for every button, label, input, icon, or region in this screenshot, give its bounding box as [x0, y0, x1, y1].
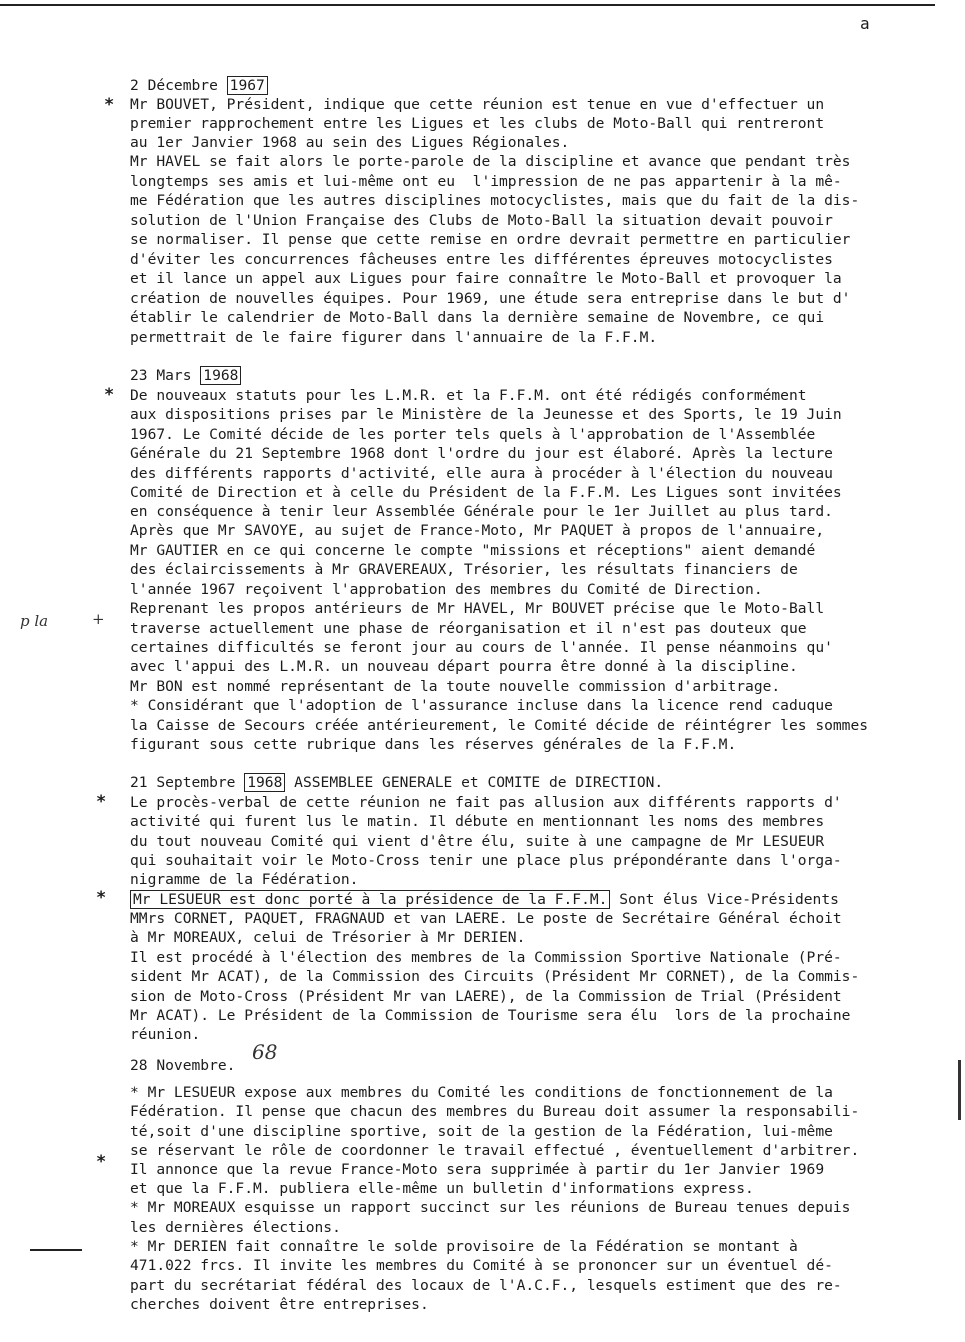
page-letter: a: [860, 14, 870, 33]
boxed-text: 1968: [244, 773, 285, 792]
text-line-content: des éclaircissements à Mr GRAVEREAUX, Trésorier, les résultats financiers de: [130, 561, 798, 578]
text-line: [130, 967, 859, 986]
text-line-content: et que la F.F.M. publiera elle-même un bulletin d'informations express.: [130, 1180, 754, 1197]
text-line: [130, 483, 842, 502]
text-line: [130, 1198, 850, 1217]
text-line: [130, 1025, 200, 1044]
text-line-content: réunion.: [130, 1026, 201, 1043]
text-line: [130, 677, 780, 696]
text-line-content: longtemps ses amis et lui-même ont eu l'impression de ne pas appartenir à la mê-: [130, 173, 842, 190]
text-line-content: création de nouvelles équipes. Pour 1969, une étude sera entreprise dans le but d': [130, 290, 851, 307]
boxed-text: 1968: [200, 366, 241, 385]
text-line: [130, 405, 842, 424]
text-line: [130, 269, 842, 288]
text-line: [130, 657, 798, 676]
text-line-content: * Mr DERIEN fait connaître le solde provisoire de la Fédération se montant à: [130, 1238, 798, 1255]
asterisk-mark: *: [96, 1152, 107, 1172]
top-rule: [0, 4, 935, 6]
text-line-content: cherches doivent être entreprises.: [130, 1296, 429, 1313]
text-line: [130, 444, 833, 463]
text-line: [130, 1083, 833, 1102]
text-line-tail: ASSEMBLEE GENERALE et COMITE de DIRECTION.: [285, 774, 664, 791]
text-line: [130, 987, 842, 1006]
text-line-content: Mr ACAT). Le Président de la Commission de Tourisme sera élu lors de la prochaine: [130, 1007, 851, 1024]
text-line-content: * Mr MOREAUX esquisse un rapport succinct sur les réunions de Bureau tenues depuis: [130, 1199, 851, 1216]
text-line: [130, 1276, 842, 1295]
text-line-content: du tout nouveau Comité qui vient d'être élu, suite à une campagne de Mr LESUEUR: [130, 833, 825, 850]
text-line-content: me Fédération que les autres disciplines motocyclistes, mais que du fait de la dis-: [130, 192, 860, 209]
text-line-content: * Mr LESUEUR expose aux membres du Comité les conditions de fonctionnement de la: [130, 1084, 833, 1101]
text-line: [130, 851, 842, 870]
text-line-content: des différents rapports d'activité, elle aura à procéder à l'élection du nouveau: [130, 465, 833, 482]
text-line: [130, 425, 815, 444]
text-line-content: Le procès-verbal de cette réunion ne fait pas allusion aux différents rapports d': [130, 794, 842, 811]
text-line: [130, 230, 850, 249]
text-line-content: Après que Mr SAVOYE, au sujet de France-Moto, Mr PAQUET à propos de l'annuaire,: [130, 522, 825, 539]
text-line: [130, 114, 824, 133]
text-line-content: en conséquence à tenir leur Assemblée Générale pour le 1er Juillet au plus tard.: [130, 503, 833, 520]
text-line-content: traverse actuellement une phase de réorganisation et il n'est pas douteux que: [130, 620, 807, 637]
text-line: [130, 1237, 798, 1256]
text-line: [130, 76, 268, 95]
text-line: [130, 1160, 824, 1179]
text-line: [130, 928, 525, 947]
text-line-content: 28 Novembre.: [130, 1057, 236, 1074]
text-line: [130, 1256, 833, 1275]
text-line-content: nigramme de la Fédération.: [130, 871, 359, 888]
text-line: [130, 502, 833, 521]
text-line-content: certaines difficultés se feront jour au cours de l'année. Il pense néanmoins qu': [130, 639, 833, 656]
text-line-content: se normaliser. Il pense que cette remise en ordre devrait permettre en particulier: [130, 231, 851, 248]
text-line-content: MMrs CORNET, PAQUET, FRAGNAUD et van LAERE. Le poste de Secrétaire Général échoit: [130, 910, 842, 927]
text-line-content: Mr HAVEL se fait alors le porte-parole de la discipline et avance que pendant très: [130, 153, 851, 170]
text-line-content: établir le calendrier de Moto-Ball dans la dernière semaine de Novembre, ce qui: [130, 309, 825, 326]
text-line: [130, 580, 763, 599]
text-line-tail: Sont élus Vice-Présidents: [610, 891, 839, 908]
text-line-content: Il annonce que la revue France-Moto sera supprimée à partir du 1er Janvier 1969: [130, 1161, 825, 1178]
text-line: [130, 191, 859, 210]
text-line: [130, 328, 657, 347]
text-line: [130, 599, 824, 618]
text-line-content: part du secrétariat fédéral des locaux de l'A.C.F., lesquels estiment que des re-: [130, 1277, 842, 1294]
text-line-content: se réservant le rôle de coordonner le travail effectué , éventuellement d'arbitrer.: [130, 1142, 860, 1159]
text-line-content: d'éviter les concurrences fâcheuses entre les différentes épreuves motocyclistes: [130, 251, 833, 268]
text-line: [130, 716, 868, 735]
text-line-content: 2 Décembre: [130, 77, 227, 94]
margin-annotation-cross: +: [92, 610, 105, 628]
text-line-content: premier rapprochement entre les Ligues et les clubs de Moto-Ball qui rentreront: [130, 115, 825, 132]
text-line-content: Fédération. Il pense que chacun des membres du Bureau doit assumer la responsabili-: [130, 1103, 860, 1120]
text-line-content: Mr GAUTIER en ce qui concerne le compte "missions et réceptions" aient demandé: [130, 542, 816, 559]
text-line: [130, 521, 824, 540]
text-line-content: De nouveaux statuts pour les L.M.R. et la F.F.M. ont été rédigés conformément: [130, 387, 807, 404]
text-line: [130, 793, 842, 812]
text-line-content: figurant sous cette rubrique dans les réserves générales de la F.F.M.: [130, 736, 737, 753]
asterisk-mark: *: [96, 792, 107, 812]
text-line-content: avec l'appui des L.M.R. un nouveau départ pourra être donné à la discipline.: [130, 658, 798, 675]
text-line-content: les dernières élections.: [130, 1219, 341, 1236]
text-line-content: l'année 1967 reçoivent l'approbation des membres du Comité de Direction.: [130, 581, 763, 598]
text-line-content: Reprenant les propos antérieurs de Mr HAVEL, Mr BOUVET précise que le Moto-Ball: [130, 600, 825, 617]
text-line: [130, 308, 824, 327]
text-line: [130, 1179, 754, 1198]
margin-dash: [30, 1249, 82, 1251]
boxed-text: 1967: [227, 76, 268, 95]
text-line: [130, 1006, 850, 1025]
text-line: [130, 832, 824, 851]
text-line-content: 1967. Le Comité décide de les porter tels quels à l'approbation de l'Assemblée: [130, 426, 816, 443]
text-line-content: Mr BOUVET, Président, indique que cette réunion est tenue en vue d'effectuer un: [130, 96, 825, 113]
text-line: [130, 541, 815, 560]
text-line: [130, 560, 798, 579]
text-line: [130, 95, 824, 114]
text-line: [130, 1122, 833, 1141]
text-line: [130, 909, 842, 928]
text-line: [130, 948, 842, 967]
text-line: [130, 696, 833, 715]
text-line: [130, 464, 833, 483]
asterisk-mark: *: [104, 95, 115, 115]
text-line: [130, 133, 569, 152]
text-line-content: Mr BON est nommé représentant de la toute nouvelle commission d'arbitrage.: [130, 678, 781, 695]
text-line: [130, 152, 850, 171]
asterisk-mark: *: [96, 888, 107, 908]
text-line: [130, 172, 842, 191]
text-line-content: Générale du 21 Septembre 1968 dont l'ordre du jour est élaboré. Après la lecture: [130, 445, 833, 462]
text-line-content: solution de l'Union Française des Clubs de Moto-Ball la situation devait pouvoir: [130, 212, 833, 229]
text-line-content: qui souhaitait voir le Moto-Cross tenir une place plus prépondérante dans l'orga-: [130, 852, 842, 869]
text-line: [130, 619, 807, 638]
asterisk-mark: *: [104, 385, 115, 405]
handwritten-year: 68: [252, 1040, 278, 1064]
text-line: [130, 1056, 235, 1075]
text-line-content: sident Mr ACAT), de la Commission des Circuits (Président Mr CORNET), de la Commis-: [130, 968, 860, 985]
text-line-content: té,soit d'une discipline sportive, soit de la gestion de la Fédération, lui-même: [130, 1123, 833, 1140]
text-line-content: * Considérant que l'adoption de l'assurance incluse dans la licence rend caduque: [130, 697, 833, 714]
text-line: [130, 773, 663, 792]
text-line: [130, 890, 839, 909]
text-line: [130, 870, 358, 889]
text-line-content: 21 Septembre: [130, 774, 245, 791]
text-line-content: au 1er Janvier 1968 au sein des Ligues Régionales.: [130, 134, 570, 151]
text-line: [130, 1295, 429, 1314]
text-line-content: 23 Mars: [130, 367, 201, 384]
text-line-content: sion de Moto-Cross (Président Mr van LAERE), de la Commission de Trial (Président: [130, 988, 842, 1005]
text-line: [130, 735, 736, 754]
text-line-content: à Mr MOREAUX, celui de Trésorier à Mr DERIEN.: [130, 929, 526, 946]
text-line: [130, 1141, 859, 1160]
text-line-content: permettrait de le faire figurer dans l'annuaire de la F.F.M.: [130, 329, 658, 346]
text-line: [130, 366, 241, 385]
text-line: [130, 386, 807, 405]
boxed-text: Mr LESUEUR est donc porté à la présidence de la F.F.M.: [130, 890, 610, 909]
text-line-content: aux dispositions prises par le Ministère de la Jeunesse et des Sports, le 19 Juin: [130, 406, 842, 423]
text-line-content: et il lance un appel aux Ligues pour faire connaître le Moto-Ball et provoquer la: [130, 270, 842, 287]
margin-annotation: p la: [20, 612, 49, 630]
text-line-content: Comité de Direction et à celle du Président de la F.F.M. Les Ligues sont invitées: [130, 484, 842, 501]
text-line: [130, 289, 850, 308]
text-line-content: 471.022 frcs. Il invite les membres du Comité à se prononcer sur un éventuel dé-: [130, 1257, 833, 1274]
text-line: [130, 211, 833, 230]
text-line-content: la Caisse de Secours créée antérieurement, le Comité décide de réintégrer les sommes: [130, 717, 869, 734]
text-line-content: activité qui furent lus le matin. Il débute en mentionnant les noms des membres: [130, 813, 825, 830]
text-line: [130, 1102, 859, 1121]
text-line-content: Il est procédé à l'élection des membres de la Commission Sportive Nationale (Pré-: [130, 949, 842, 966]
text-line: [130, 250, 833, 269]
text-line: [130, 812, 824, 831]
text-line: [130, 1218, 341, 1237]
edge-mark: [958, 1060, 961, 1120]
text-line: [130, 638, 833, 657]
